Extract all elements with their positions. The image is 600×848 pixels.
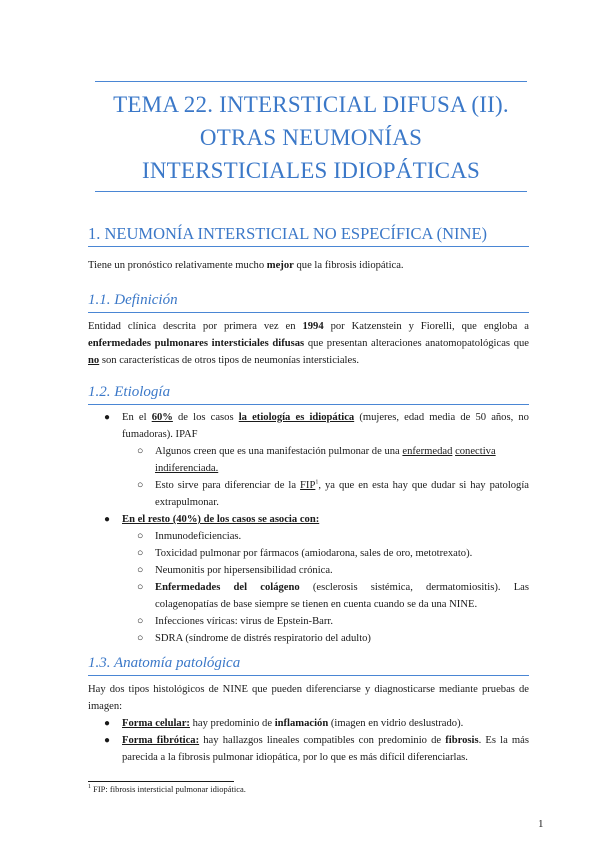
- bullet-circle: ○: [137, 565, 144, 576]
- section-1-3-rule: [88, 675, 529, 676]
- section-1-2-rule: [88, 404, 529, 405]
- footnote-rule: [88, 781, 234, 782]
- etiology-sub-fip: Esto sirve para diferenciar de la FIP$^1$, ya que en esta hay que dudar si hay patología extrapulmonar.: [155, 479, 529, 508]
- bullet-dot: ●: [104, 514, 111, 525]
- bullet-circle: ○: [137, 548, 144, 559]
- etiology-sub-immunodeficiency: Inmunodeficiencias.: [155, 531, 242, 542]
- pathology-item-cellular: Forma celular: hay predominio de inflamación (imagen en vidrio deslustrado).: [122, 718, 464, 729]
- section-1-2-heading: 1.2. Etiología: [88, 384, 171, 400]
- title-line-3: INTERSTICIALES IDIOPÁTICAS: [141, 158, 481, 183]
- etiology-sub-sdra: SDRA (síndrome de distrés respiratorio del adulto): [155, 633, 371, 644]
- bullet-circle: ○: [137, 582, 144, 593]
- page-number: 1: [538, 818, 544, 830]
- bullet-circle: ○: [137, 633, 144, 644]
- etiology-sub-drug-toxicity: Toxicidad pulmonar por fármacos (amiodarona, sales de oro, metotrexato).: [155, 548, 473, 559]
- bullet-circle: ○: [137, 616, 144, 627]
- section-1-1-heading: 1.1. Definición: [88, 292, 178, 308]
- bullet-circle: ○: [137, 531, 144, 542]
- bullet-dot: ●: [104, 718, 111, 729]
- section-1-heading: 1. NEUMONÍA INTERSTICIAL NO ESPECÍFICA (NINE): [88, 224, 488, 243]
- pathology-item-fibrotic: Forma fibrótica: hay hallazgos lineales compatibles con predominio de fibrosis. Es la más parecida a la fibrosis pulmonar idiopática, por lo que es más difícil diferenciarlas.: [122, 735, 529, 763]
- bullet-dot: ●: [104, 412, 111, 423]
- page-title: [88, 88, 534, 187]
- etiology-sub-connective: Algunos creen que es una manifestación pulmonar de una enfermedad conectiva indiferenciada.: [155, 446, 496, 474]
- footnote: $^1$ FIP: fibrosis intersticial pulmonar idiopática.: [88, 784, 246, 794]
- title-rule-bottom: [95, 191, 527, 192]
- definition-paragraph: Entidad clínica descrita por primera vez en 1994 por Katzenstein y Fiorelli, que engloba a enfermedades pulmonares intersticiales difusas que presentan alteraciones anatomopatológicas que no son características de otros tipos de neumonías intersticiales.: [88, 321, 529, 366]
- title-line-1: TEMA 22. INTERSTICIAL DIFUSA (II).: [113, 92, 509, 117]
- title-line-2: OTRAS NEUMONÍAS: [199, 125, 423, 150]
- bullet-circle: ○: [137, 446, 144, 457]
- section-1-rule: [88, 246, 529, 247]
- section-1-1-rule: [88, 312, 529, 313]
- section-1-3-heading: 1.3. Anatomía patológica: [88, 655, 241, 671]
- etiology-item-associated: En el resto (40%) de los casos se asocia con:: [122, 514, 320, 525]
- pathology-intro: Hay dos tipos histológicos de NINE que pueden diferenciarse y diagnosticarse mediante pruebas de imagen:: [88, 684, 529, 712]
- bullet-dot: ●: [104, 735, 111, 746]
- etiology-sub-collagen: Enfermedades del colágeno (esclerosis sistémica, dermatomiositis). Las colagenopatías de base siempre se tienen en cuenta cuando se da una NINE.: [155, 582, 529, 610]
- etiology-sub-hypersensitivity: Neumonitis por hipersensibilidad crónica.: [155, 565, 333, 576]
- etiology-sub-viral: Infecciones víricas: virus de Epstein-Barr.: [155, 616, 333, 627]
- etiology-item-idiopathic: En el 60% de los casos la etiología es idiopática (mujeres, edad media de 50 años, no fumadoras). IPAF: [122, 412, 529, 440]
- title-rule-top: [95, 81, 527, 82]
- section-1-intro: Tiene un pronóstico relativamente mucho mejor que la fibrosis idiopática.: [88, 260, 404, 271]
- bullet-circle: ○: [137, 480, 144, 491]
